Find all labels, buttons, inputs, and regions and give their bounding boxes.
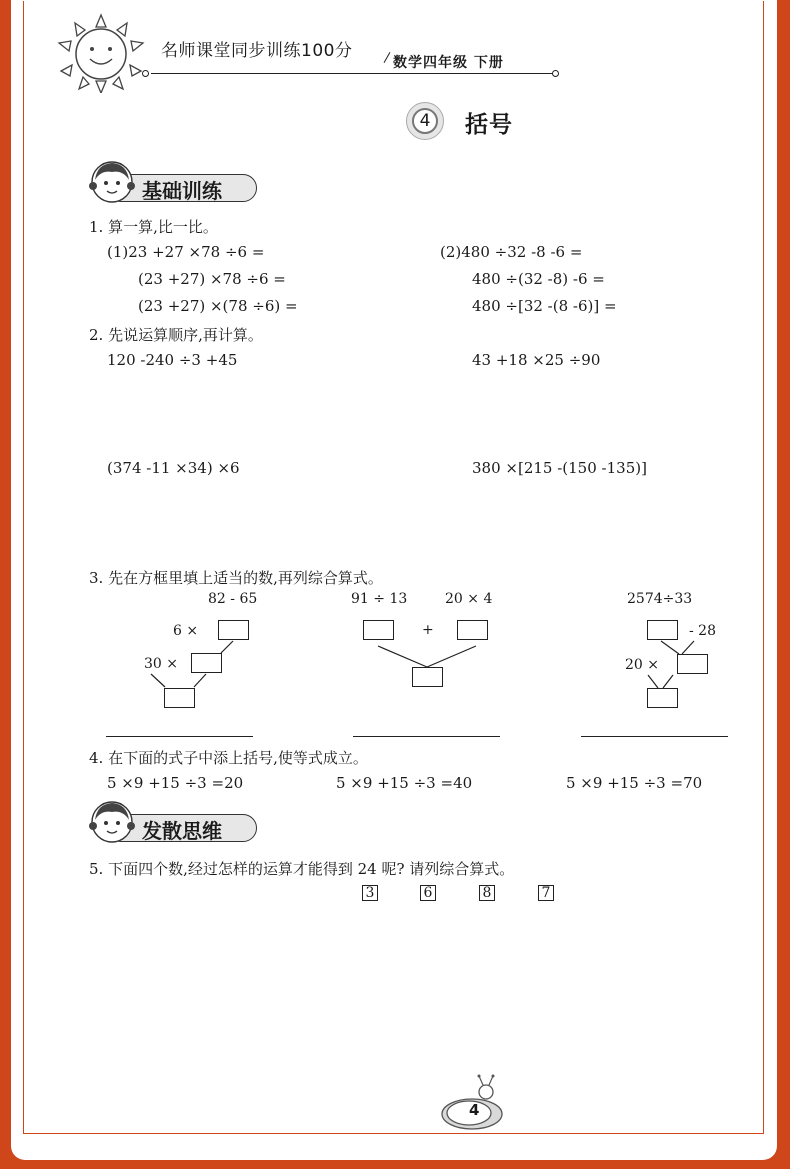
section-basic-label: 基础训练 bbox=[142, 179, 222, 203]
tree1-top-expr: 82 - 65 bbox=[208, 591, 258, 607]
tree3-answer-line[interactable] bbox=[581, 736, 728, 737]
question-2-title: 2. 先说运算顺序,再计算。 bbox=[89, 326, 263, 344]
tree-connector-lines bbox=[11, 0, 777, 760]
tree1-bottom-expr: 30 × bbox=[144, 656, 178, 672]
q5-number-box-2: 6 bbox=[420, 885, 436, 901]
tree1-box-2[interactable] bbox=[191, 653, 222, 673]
q5-number-box-3: 8 bbox=[479, 885, 495, 901]
question-3-title: 3. 先在方框里填上适当的数,再列综合算式。 bbox=[89, 569, 383, 587]
tree2-plus-sign: + bbox=[422, 622, 434, 638]
q1-right-line-3: 480 ÷[32 -(8 -6)] = bbox=[472, 297, 617, 315]
tree3-box-1[interactable] bbox=[647, 620, 678, 640]
tree3-box-2[interactable] bbox=[677, 654, 708, 674]
tree2-box-result[interactable] bbox=[412, 667, 443, 687]
tree2-left-expr: 91 ÷ 13 bbox=[351, 591, 408, 607]
question-1-title: 1. 算一算,比一比。 bbox=[89, 218, 218, 236]
tree2-box-right[interactable] bbox=[457, 620, 488, 640]
tree3-minus-expr: - 28 bbox=[689, 623, 716, 639]
tree1-box-1[interactable] bbox=[218, 620, 249, 640]
tree1-answer-line[interactable] bbox=[106, 736, 253, 737]
q2-item-3: (374 -11 ×34) ×6 bbox=[107, 459, 240, 477]
q1-left-line-1: (1)23 +27 ×78 ÷6 = bbox=[107, 243, 265, 261]
question-4-title: 4. 在下面的式子中添上括号,使等式成立。 bbox=[89, 749, 368, 767]
tree3-box-3[interactable] bbox=[647, 688, 678, 708]
q4-item-2: 5 ×9 +15 ÷3 =40 bbox=[336, 774, 473, 792]
q1-right-line-1: (2)480 ÷32 -8 -6 = bbox=[440, 243, 583, 261]
tree1-box-3[interactable] bbox=[164, 688, 195, 708]
tree2-box-left[interactable] bbox=[363, 620, 394, 640]
tree3-left-expr: 20 × bbox=[625, 657, 659, 673]
q2-item-2: 43 +18 ×25 ÷90 bbox=[472, 351, 601, 369]
series-title: 名师课堂同步训练100分 bbox=[161, 41, 353, 61]
q2-item-1: 120 -240 ÷3 +45 bbox=[107, 351, 238, 369]
lesson-number: 4 bbox=[412, 108, 438, 134]
q1-left-line-3: (23 +27) ×(78 ÷6) = bbox=[138, 297, 298, 315]
grade-label: 数学四年级 下册 bbox=[393, 55, 504, 71]
worksheet-page bbox=[11, 0, 777, 1160]
q4-item-1: 5 ×9 +15 ÷3 =20 bbox=[107, 774, 244, 792]
lesson-title: 括号 bbox=[465, 112, 513, 138]
section-extend-label: 发散思维 bbox=[142, 819, 222, 843]
q4-item-3: 5 ×9 +15 ÷3 =70 bbox=[566, 774, 703, 792]
tree1-mid-expr: 6 × bbox=[173, 623, 199, 639]
q5-number-box-4: 7 bbox=[538, 885, 554, 901]
q5-number-box-1: 3 bbox=[362, 885, 378, 901]
tree2-answer-line[interactable] bbox=[353, 736, 500, 737]
question-5-title: 5. 下面四个数,经过怎样的运算才能得到 24 呢? 请列综合算式。 bbox=[89, 860, 515, 878]
girl-mascot-icon bbox=[87, 798, 137, 844]
q1-left-line-2: (23 +27) ×78 ÷6 = bbox=[138, 270, 286, 288]
tree2-right-expr: 20 × 4 bbox=[445, 591, 493, 607]
tree3-top-expr: 2574÷33 bbox=[627, 591, 693, 607]
page-number: 4 bbox=[469, 1101, 480, 1119]
q2-item-4: 380 ×[215 -(150 -135)] bbox=[472, 459, 647, 477]
q1-right-line-2: 480 ÷(32 -8) -6 = bbox=[472, 270, 605, 288]
